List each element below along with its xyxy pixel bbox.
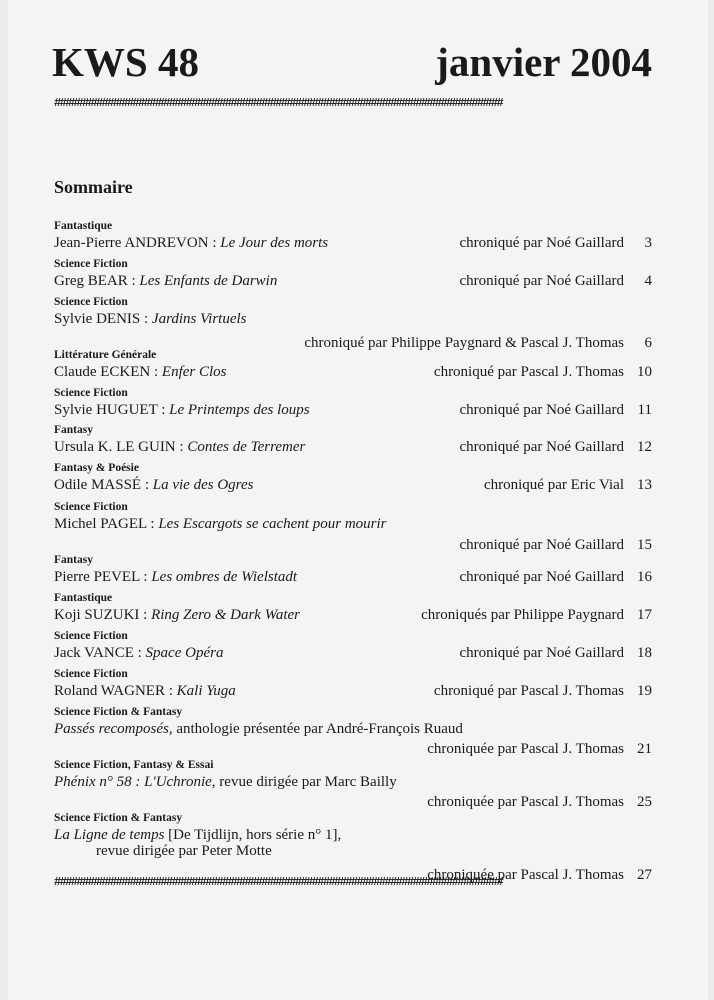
book-title: Les Enfants de Darwin: [139, 273, 278, 289]
page-number: 27: [637, 867, 652, 883]
book-title: Enfer Clos: [161, 364, 227, 380]
page-number: 25: [637, 794, 652, 810]
entry-description: , anthologie présentée par André-François Ruaud: [168, 721, 463, 737]
book-title: Passés recomposés: [54, 721, 169, 737]
page-number: 19: [637, 683, 652, 699]
book-title: Ring Zero & Dark Water: [151, 607, 300, 623]
page-number: 12: [637, 439, 652, 455]
genre-label: Science Fiction: [54, 630, 128, 642]
book-title: Le Printemps des loups: [169, 402, 310, 418]
toc-entry[interactable]: Science Fiction Roland WAGNER : Kali Yuga chroniqué par Pascal J. Thomas 19: [54, 668, 652, 699]
reviewer: chroniqué par Eric Vial: [483, 477, 624, 493]
genre-label: Science Fiction & Fantasy: [54, 812, 183, 824]
page-number: 13: [637, 477, 652, 493]
book-title: Les Escargots se cachent pour mourir: [158, 516, 387, 532]
author: Greg BEAR: [54, 273, 128, 289]
toc-entry[interactable]: Littérature Générale Claude ECKEN : Enfer Clos chroniqué par Pascal J. Thomas 10: [54, 349, 652, 380]
author: Koji SUZUKI: [54, 607, 140, 623]
reviewer: chroniqué par Noé Gaillard: [459, 569, 624, 585]
reviewer: chroniqué par Pascal J. Thomas: [433, 364, 624, 380]
genre-label: Fantasy & Poésie: [54, 462, 139, 474]
author: Sylvie DENIS: [54, 311, 141, 327]
toc-entry[interactable]: [54, 758, 652, 812]
sommaire-heading: Sommaire: [54, 177, 133, 197]
toc-entry[interactable]: Fantasy Pierre PEVEL : Les ombres de Wielstadt chroniqué par Noé Gaillard 16: [54, 554, 652, 585]
toc-entry[interactable]: Fantasy Ursula K. LE GUIN : Contes de Terremer chroniqué par Noé Gaillard 12: [54, 424, 652, 455]
issue-number: KWS 48: [52, 39, 199, 85]
author: Jean-Pierre ANDREVON: [54, 235, 209, 251]
page-number: 6: [644, 335, 652, 351]
page-number: 16: [637, 569, 652, 585]
reviewer: chroniqué par Noé Gaillard: [459, 402, 624, 418]
reviewer: chroniqué par Noé Gaillard: [459, 235, 624, 251]
page-number: 17: [637, 607, 652, 623]
book-title: La Ligne de temps: [54, 827, 165, 843]
entry-description: [De Tijdlijn, hors série n° 1],: [164, 827, 342, 843]
author: Michel PAGEL: [54, 516, 147, 532]
author: Odile MASSÉ: [54, 477, 142, 493]
toc-entry[interactable]: Fantasy & Poésie Odile MASSÉ : La vie des Ogres chroniqué par Eric Vial 13: [54, 462, 652, 493]
book-title: Jardins Virtuels: [151, 311, 247, 327]
reviewer: chroniqué par Pascal J. Thomas: [433, 683, 624, 699]
genre-label: Fantasy: [54, 424, 93, 436]
book-title: Space Opéra: [145, 645, 224, 661]
toc-entry[interactable]: [54, 811, 652, 885]
book-title: Les ombres de Wielstadt: [151, 569, 298, 585]
author: Roland WAGNER: [54, 683, 165, 699]
genre-label: Science Fiction: [54, 296, 128, 308]
book-title: Phénix n° 58 : L'Uchronie: [54, 774, 212, 790]
page-number: 3: [644, 235, 652, 251]
reviewer: chroniqué par Noé Gaillard: [459, 439, 624, 455]
page-number: 10: [637, 364, 652, 380]
toc-entry[interactable]: Science Fiction Sylvie HUGUET : Le Printemps des loups chroniqué par Noé Gaillard 11: [54, 387, 652, 418]
page-number: 21: [637, 741, 652, 757]
toc-entry[interactable]: Science Fiction Greg BEAR : Les Enfants de Darwin chroniqué par Noé Gaillard 4: [54, 258, 652, 289]
author: Sylvie HUGUET: [54, 402, 158, 418]
genre-label: Science Fiction, Fantasy & Essai: [54, 759, 214, 771]
issue-date: janvier 2004: [435, 39, 652, 85]
genre-label: Littérature Générale: [54, 349, 157, 361]
author: Pierre PEVEL: [54, 569, 140, 585]
author: Ursula K. LE GUIN: [54, 439, 176, 455]
reviewer: chroniqué par Noé Gaillard: [459, 537, 624, 553]
reviewer: chroniquée par Pascal J. Thomas: [427, 794, 624, 810]
genre-label: Science Fiction & Fantasy: [54, 706, 183, 718]
entry-description-cont: revue dirigée par Peter Motte: [96, 843, 272, 859]
toc-entry[interactable]: Fantastique Koji SUZUKI : Ring Zero & Dark Water chroniqués par Philippe Paygnard 17: [54, 592, 652, 623]
entry-description: , revue dirigée par Marc Bailly: [211, 774, 397, 790]
top-rule: ################################################################################: [54, 96, 503, 110]
book-title: Kali Yuga: [176, 683, 236, 699]
book-title: Le Jour des morts: [220, 235, 329, 251]
toc-entry[interactable]: Science Fiction Jack VANCE : Space Opéra chroniqué par Noé Gaillard 18: [54, 630, 652, 661]
reviewer: chroniquée par Pascal J. Thomas: [427, 741, 624, 757]
page-number: 11: [637, 402, 652, 418]
genre-label: Fantastique: [54, 592, 113, 604]
genre-label: Fantasy: [54, 554, 93, 566]
bottom-rule: ################################################################################: [54, 875, 503, 889]
page-number: 4: [644, 273, 652, 289]
reviewer: chroniquée par Pascal J. Thomas: [427, 867, 624, 883]
book-title: La vie des Ogres: [152, 477, 254, 493]
genre-label: Science Fiction: [54, 387, 128, 399]
genre-label: Fantastique: [54, 220, 113, 232]
toc-entry[interactable]: [54, 705, 652, 759]
book-title: Contes de Terremer: [187, 439, 306, 455]
genre-label: Science Fiction: [54, 668, 128, 680]
page-number: 18: [637, 645, 652, 661]
reviewer: chroniqués par Philippe Paygnard: [421, 607, 624, 623]
page-number: 15: [637, 537, 652, 553]
author: Claude ECKEN: [54, 364, 151, 380]
toc-entry[interactable]: Fantastique Jean-Pierre ANDREVON : Le Jour des morts chroniqué par Noé Gaillard 3: [54, 220, 652, 251]
genre-label: Science Fiction: [54, 501, 128, 513]
genre-label: Science Fiction: [54, 258, 128, 270]
author: Jack VANCE: [54, 645, 134, 661]
toc-entry[interactable]: Science Fiction Michel PAGEL : Les Escargots se cachent pour mourir chroniqué par Noé Gaillard 15: [54, 501, 652, 553]
masthead: [52, 38, 652, 88]
toc-entry[interactable]: Science Fiction Sylvie DENIS : Jardins Virtuels chroniqué par Philippe Paygnard & Pascal J. Thomas 6: [54, 296, 652, 351]
reviewer: chroniqué par Noé Gaillard: [459, 645, 624, 661]
reviewer: chroniqué par Noé Gaillard: [459, 273, 624, 289]
reviewer: chroniqué par Philippe Paygnard & Pascal J. Thomas: [304, 335, 624, 351]
